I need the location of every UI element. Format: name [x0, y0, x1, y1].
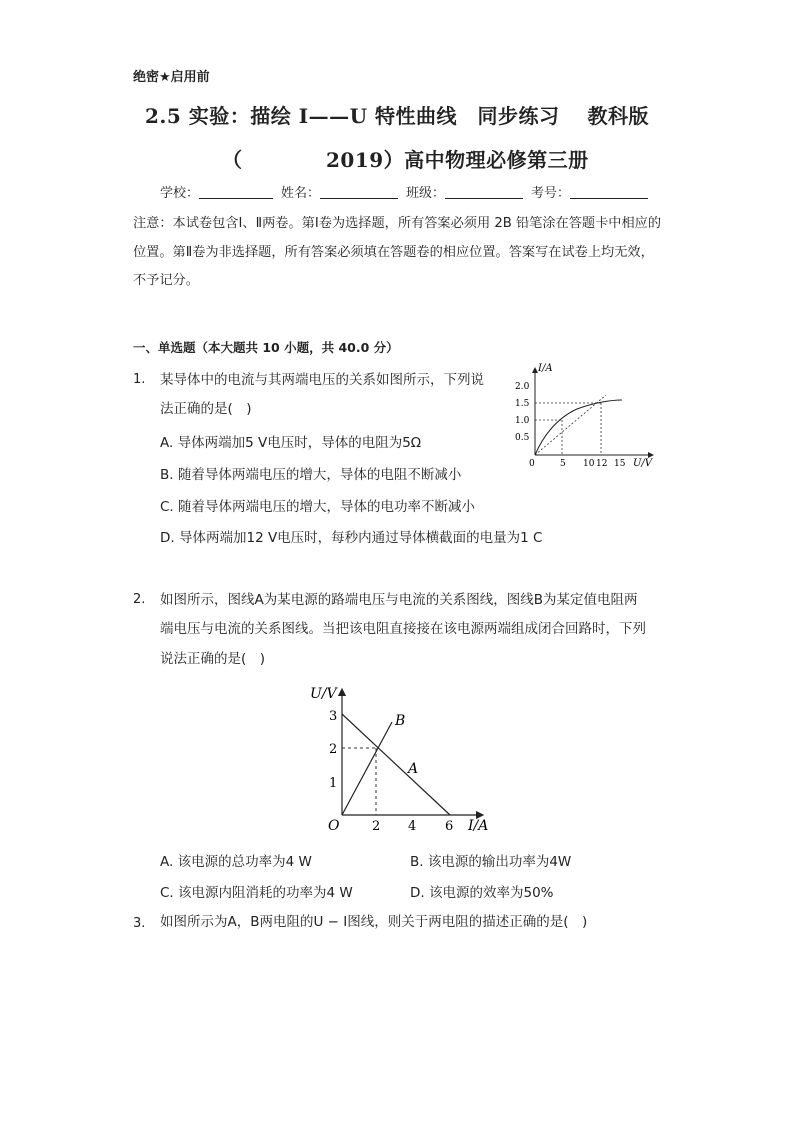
title-line2-text: 2019）高中物理必修第三册	[326, 148, 589, 172]
q1-stem-line1: 某导体中的电流与其两端电压的关系如图所示，下列说	[160, 372, 484, 388]
name-label: 姓名：	[281, 186, 321, 201]
q2-option-a[interactable]: A. 该电源的总功率为4 W	[160, 854, 312, 870]
q1-xtick-5: 5	[560, 459, 566, 469]
q3-number: 3.	[133, 916, 146, 931]
page-title-line1: 2.5 实验：描绘 I——U 特性曲线 同步练习 教科版	[145, 104, 649, 128]
q2-xtick-4: 4	[408, 819, 417, 834]
q1-number: 1.	[133, 372, 146, 387]
q2-ytick-2: 2	[329, 742, 338, 757]
q2-ytick-3: 3	[329, 709, 338, 724]
q2-number: 2.	[133, 592, 146, 607]
q2-xtick-6: 6	[445, 819, 454, 834]
section-title: 一、单选题（本大题共 10 小题，共 40.0 分）	[133, 340, 399, 355]
q1-ytick-0-5: 0.5	[515, 433, 530, 443]
q2-label-a: A	[408, 761, 419, 777]
number-blank[interactable]	[570, 186, 648, 199]
exam-notice: 注意：本试卷包含Ⅰ、Ⅱ两卷。第Ⅰ卷为选择题，所有答案必须用 2B 铅笔涂在答题卡中相应的位置。第Ⅱ卷为非选择题，所有答案必须填在答题卷的相应位置。答案写在试卷上均无效，不予记分。	[133, 216, 662, 288]
q2-ui-graph	[300, 680, 500, 840]
q1-ytick-2-0: 2.0	[515, 382, 530, 392]
q1-option-d[interactable]: D. 导体两端加12 V电压时，每秒内通过导体横截面的电量为1 C	[160, 530, 543, 546]
q2-label-b: B	[395, 713, 406, 729]
student-info-row	[160, 182, 656, 201]
q2-xtick-2: 2	[372, 819, 381, 834]
q2-stem-line2: 端电压与电流的关系图线。当把该电阻直接接在该电源两端组成闭合回路时，下列	[160, 621, 646, 637]
q1-x-label: U/V	[633, 458, 653, 469]
q2-stem-line3: 说法正确的是( )	[160, 651, 266, 667]
q1-ytick-1-0: 1.0	[515, 416, 530, 426]
q2-origin-label: O	[328, 818, 340, 834]
q1-ytick-1-5: 1.5	[515, 399, 530, 409]
q2-option-b[interactable]: B. 该电源的输出功率为4W	[410, 854, 572, 870]
school-blank[interactable]	[199, 186, 273, 199]
school-label: 学校：	[160, 186, 200, 201]
name-blank[interactable]	[320, 186, 398, 199]
q1-option-a[interactable]: A. 导体两端加5 V电压时，导体的电阻为5Ω	[160, 435, 422, 451]
q2-x-label: I/A	[468, 818, 489, 834]
confidential-mark: 绝密★启用前	[133, 70, 210, 85]
q2-y-label: U/V	[310, 686, 337, 702]
q1-iu-graph	[505, 358, 665, 473]
q2-option-c[interactable]: C. 该电源内阻消耗的功率为4 W	[160, 885, 353, 901]
q1-origin-label: 0	[529, 459, 535, 469]
number-label: 考号：	[531, 186, 571, 201]
class-label: 班级：	[406, 186, 446, 201]
q1-stem-line2: 法正确的是( )	[160, 401, 252, 417]
q2-line-b	[342, 722, 392, 815]
q1-xtick-12: 12	[596, 459, 608, 469]
q2-stem-line1: 如图所示，图线A为某电源的路端电压与电流的关系图线，图线B为某定值电阻两	[160, 592, 638, 608]
q1-y-label: I/A	[538, 363, 553, 374]
title-paren: （	[222, 148, 243, 172]
q1-tangent-line	[535, 395, 606, 455]
q1-iu-curve	[535, 400, 622, 455]
q1-xtick-15: 15	[614, 459, 626, 469]
q1-option-c[interactable]: C. 随着导体两端电压的增大，导体的电功率不断减小	[160, 499, 476, 515]
class-blank[interactable]	[445, 186, 523, 199]
q1-option-b[interactable]: B. 随着导体两端电压的增大，导体的电阻不断减小	[160, 467, 462, 483]
q2-line-a	[342, 714, 450, 815]
q3-stem: 如图所示为A，B两电阻的U − I图线，则关于两电阻的描述正确的是( )	[160, 914, 588, 930]
q2-ytick-1: 1	[329, 776, 338, 791]
q2-option-d[interactable]: D. 该电源的效率为50%	[410, 885, 554, 901]
q1-xtick-10: 10	[583, 459, 595, 469]
